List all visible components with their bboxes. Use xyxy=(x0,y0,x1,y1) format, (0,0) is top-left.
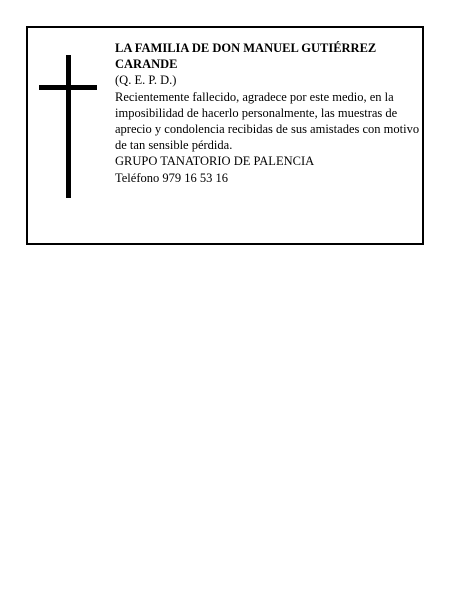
latin-cross-icon xyxy=(39,55,97,198)
notice-title: LA FAMILIA DE DON MANUEL GUTIÉRREZ CARANDE xyxy=(115,41,377,72)
cross-vertical-bar xyxy=(66,55,71,198)
notice-body: Recientemente fallecido, agradece por este medio, en la imposibilidad de hacerlo personalmente, las muestras de aprecio y condolencia recibidas de sus amistades con motivo de tan sensible pérdida. xyxy=(115,89,420,153)
cross-horizontal-bar xyxy=(39,85,97,90)
company-name: GRUPO TANATORIO DE PALENCIA xyxy=(115,154,315,169)
notice-text xyxy=(115,40,421,186)
phone-number: Teléfono 979 16 53 16 xyxy=(115,170,228,185)
qepd-text: (Q. E. P. D.) xyxy=(115,73,177,88)
obituary-notice xyxy=(26,26,424,245)
